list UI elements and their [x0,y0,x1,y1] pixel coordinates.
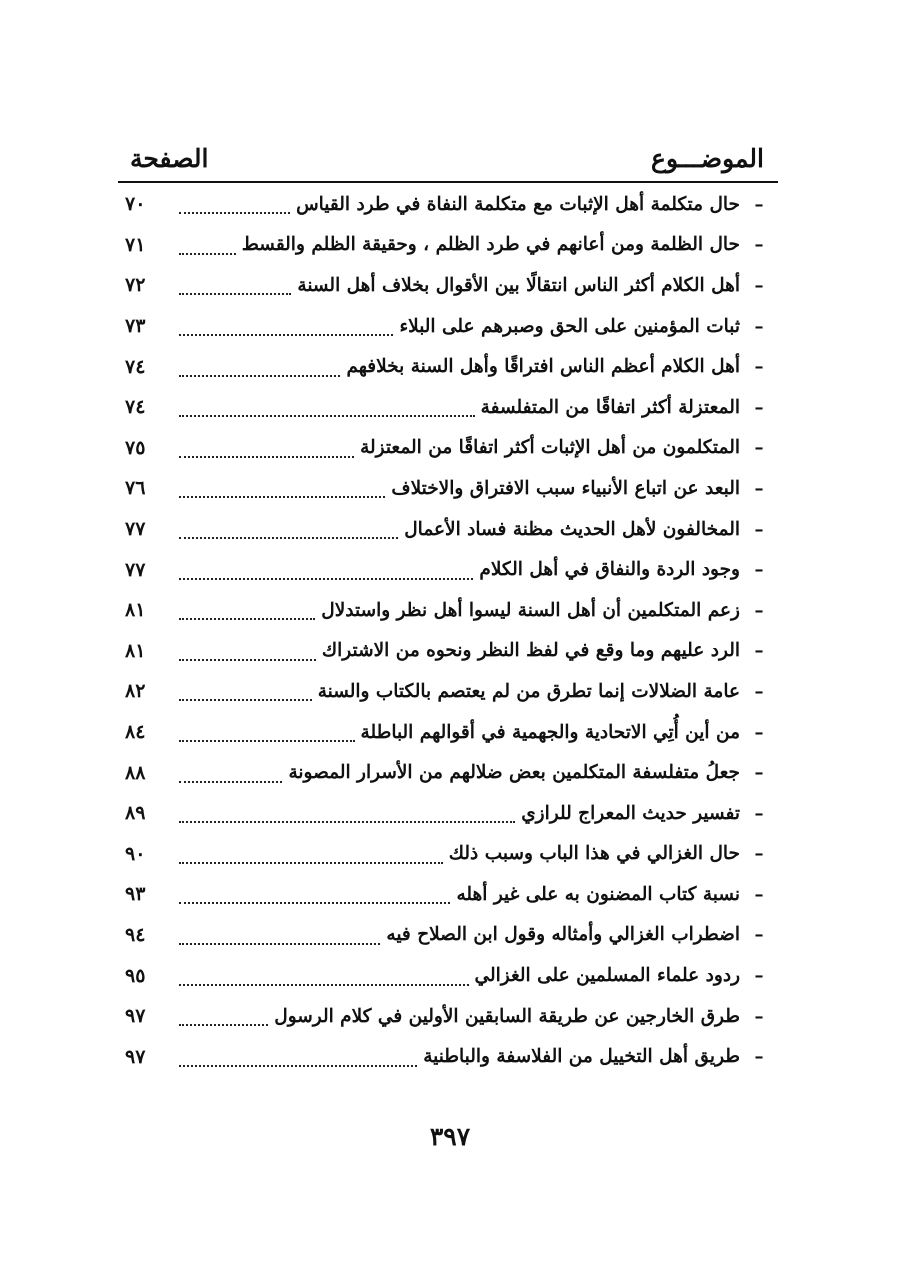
entry-page-number: ٧٤ [125,355,146,378]
dot-leader [179,1010,268,1026]
toc-entry [125,346,770,387]
entry-page-number: ٨٤ [125,721,146,744]
entry-title: ثبات المؤمنين على الحق وصبرهم على البلاء [399,315,740,337]
entry-title: وجود الردة والنفاق في أهل الكلام [479,559,740,581]
entry-page-number: ٩٧ [125,1005,146,1028]
toc-entry [125,874,770,915]
entry-dash: – [754,274,764,296]
entry-title: ردود علماء المسلمين على الغزالي [474,965,740,987]
entry-page-number: ٧٦ [125,477,146,500]
entry-dash: – [754,843,764,865]
dot-leader [179,401,475,417]
dot-leader [179,361,340,377]
entry-page-number: ٧٠ [125,193,146,216]
dot-leader [179,645,316,661]
header-rule [118,181,778,183]
entry-dash: – [754,193,764,215]
entry-title: عامة الضلالات إنما تطرق من لم يعتصم بالكتاب والسنة [317,680,740,702]
entry-dash: – [754,599,764,621]
entry-dash: – [754,518,764,540]
toc-entry [125,549,770,590]
entry-title: حال الظلمة ومن أعانهم في طرد الظلم ، وحقيقة الظلم والقسط [241,234,740,256]
entry-dash: – [754,1005,764,1027]
table-of-contents [125,184,770,1077]
entry-page-number: ٧٢ [125,274,146,297]
entry-title: أهل الكلام أكثر الناس انتقالًا بين الأقوال بخلاف أهل السنة [297,274,740,296]
dot-leader [179,929,380,945]
entry-page-number: ٨٨ [125,761,146,784]
entry-page-number: ٩٥ [125,964,146,987]
toc-entry [125,428,770,469]
entry-page-number: ٩٧ [125,1045,146,1068]
entry-dash: – [754,396,764,418]
dot-leader [179,320,393,336]
entry-title: حال متكلمة أهل الإثبات مع متكلمة النفاة في طرد القياس [296,193,740,215]
entry-page-number: ٧٧ [125,558,146,581]
entry-page-number: ٨٩ [125,802,146,825]
entry-title: المخالفون لأهل الحديث مظنة فساد الأعمال [404,518,740,540]
dot-leader [179,1051,417,1067]
dot-leader [179,726,355,742]
entry-dash: – [754,356,764,378]
entry-dash: – [754,234,764,256]
toc-entry [125,184,770,225]
toc-entry [125,996,770,1037]
entry-page-number: ٧٧ [125,518,146,541]
entry-page-number: ٧٣ [125,315,146,338]
entry-page-number: ٩٠ [125,842,146,865]
toc-entry [125,590,770,631]
entry-page-number: ٧٤ [125,396,146,419]
entry-title: طرق الخارجين عن طريقة السابقين الأولين في كلام الرسول [274,1005,740,1027]
toc-entry [125,468,770,509]
entry-page-number: ٧١ [125,233,146,256]
entry-dash: – [754,315,764,337]
toc-entry [125,225,770,266]
toc-header [118,140,778,182]
entry-dash: – [754,721,764,743]
entry-title: أهل الكلام أعظم الناس افتراقًا وأهل السنة بخلافهم [346,356,740,378]
dot-leader [179,564,473,580]
dot-leader [179,970,469,986]
entry-title: المتكلمون من أهل الإثبات أكثر اتفاقًا من المعتزلة [360,437,740,459]
entry-title: تفسير حديث المعراج للرازي [521,802,740,824]
entry-title: المعتزلة أكثر اتفاقًا من المتفلسفة [480,396,740,418]
entry-dash: – [754,477,764,499]
entry-page-number: ٨٢ [125,680,146,703]
toc-entry [125,631,770,672]
toc-entry [125,915,770,956]
toc-entry [125,955,770,996]
dot-leader [179,239,236,255]
entry-page-number: ٨١ [125,599,146,622]
dot-leader [179,523,398,539]
entry-title: زعم المتكلمين أن أهل السنة ليسوا أهل نظر واستدلال [321,599,740,621]
page-column-heading: الصفحة [130,144,209,173]
toc-entry [125,1036,770,1077]
entry-title: جعلُ متفلسفة المتكلمين بعض ضلالهم من الأسرار المصونة [288,762,740,784]
toc-entry [125,671,770,712]
topic-column-heading: الموضـــوع [651,144,764,173]
dot-leader [179,279,291,295]
entry-title: الرد عليهم وما وقع في لفظ النظر ونحوه من الاشتراك [321,640,740,662]
entry-title: من أين أُتِي الاتحادية والجهمية في أقوالهم الباطلة [360,721,740,743]
entry-page-number: ٩٤ [125,923,146,946]
toc-entry [125,752,770,793]
dot-leader [179,848,443,864]
toc-entry [125,834,770,875]
entry-page-number: ٩٣ [125,883,146,906]
toc-entry [125,712,770,753]
entry-title: اضطراب الغزالي وأمثاله وقول ابن الصلاح فيه [386,924,740,946]
entry-page-number: ٨١ [125,639,146,662]
dot-leader [179,604,315,620]
page-number: ٣٩٧ [429,1122,471,1151]
entry-dash: – [754,1046,764,1068]
dot-leader [179,482,385,498]
entry-dash: – [754,437,764,459]
entry-dash: – [754,965,764,987]
dot-leader [179,442,354,458]
entry-dash: – [754,680,764,702]
toc-entry [125,265,770,306]
toc-entry [125,793,770,834]
entry-title: حال الغزالي في هذا الباب وسبب ذلك [448,843,740,865]
toc-entry [125,306,770,347]
dot-leader [179,767,282,783]
entry-title: البعد عن اتباع الأنبياء سبب الافتراق والاختلاف [391,477,740,499]
entry-dash: – [754,640,764,662]
entry-dash: – [754,883,764,905]
entry-dash: – [754,802,764,824]
toc-entry [125,387,770,428]
toc-entry [125,509,770,550]
dot-leader [179,198,290,214]
entry-dash: – [754,762,764,784]
entry-dash: – [754,559,764,581]
dot-leader [179,807,515,823]
entry-title: نسبة كتاب المضنون به على غير أهله [456,883,740,905]
entry-page-number: ٧٥ [125,436,146,459]
entry-title: طريق أهل التخييل من الفلاسفة والباطنية [423,1046,740,1068]
dot-leader [179,685,312,701]
dot-leader [179,888,450,904]
entry-dash: – [754,924,764,946]
